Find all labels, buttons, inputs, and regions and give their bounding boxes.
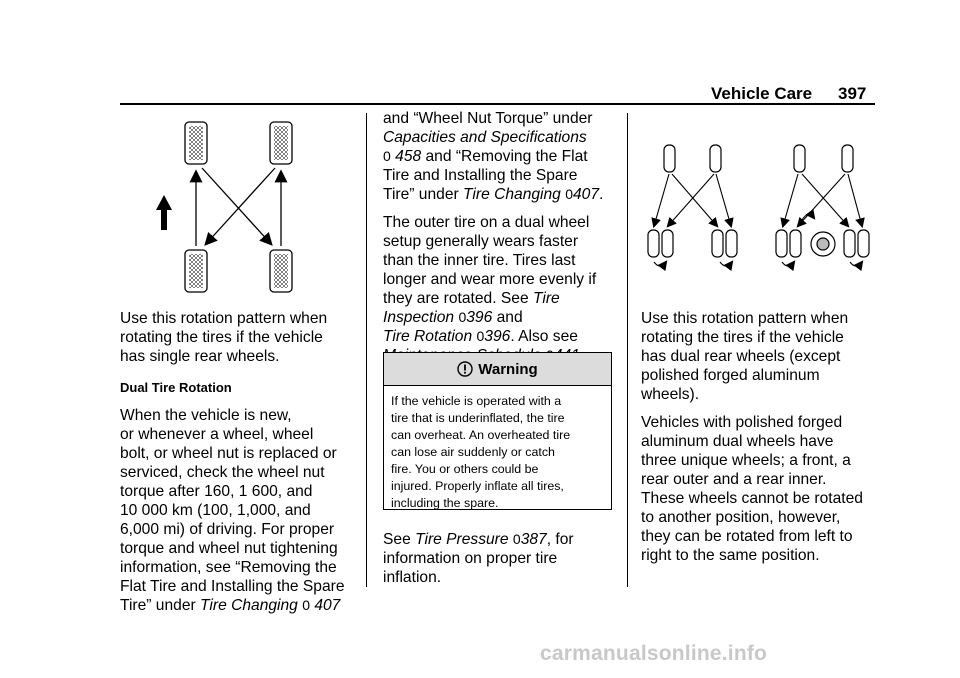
link-tire-pressure[interactable]: Tire Pressure bbox=[415, 531, 509, 548]
single-rotation-caption: Use this rotation pattern when rotating the tires if the vehicle has single rear wheels. bbox=[120, 310, 328, 365]
tire-pressure-paragraph: See Tire Pressure 0387, for information on proper tire inflation. bbox=[383, 531, 574, 586]
page-ref-407[interactable]: 407 bbox=[314, 597, 341, 614]
continued-paragraph: and “Wheel Nut Torque” under Capacities and Specifications 0 458 and “Removing the Flat Tire and Installing the Spare Tire” under Tire Changing 0407. bbox=[383, 110, 604, 203]
column-2 bbox=[383, 109, 618, 365]
tire-rear-left-icon bbox=[185, 250, 207, 292]
section-title: Vehicle Care bbox=[711, 84, 813, 103]
link-tire-changing[interactable]: Tire Changing bbox=[200, 597, 298, 614]
page-ref-icon: 0 bbox=[302, 597, 310, 613]
column-1 bbox=[120, 309, 360, 615]
forward-arrow-icon bbox=[156, 195, 172, 230]
polished-wheels-paragraph: Vehicles with polished forged aluminum dual wheels have three unique wheels; a front, a rear outer and a rear inner. These wheels cannot be rotated to another position, however, they can be rotated from left to right to the same position. bbox=[641, 414, 863, 564]
header-rule bbox=[120, 103, 875, 105]
dual-rotation-paragraph: When the vehicle is new, or whenever a wheel, wheel bolt, or wheel nut is replaced or serviced, check the wheel nut torque after 160, 1 600, and 10 000 km (100, 1,000, and 6,000 mi) of driving. For proper torque and wheel nut tightening information, see “Removing the Flat Tire and Installing the Spare Tire” under Tire Changing 0 407 bbox=[120, 407, 345, 614]
column-divider-2 bbox=[627, 113, 628, 587]
warning-header bbox=[384, 353, 611, 386]
link-tire-rotation[interactable]: Tire Rotation bbox=[383, 328, 473, 345]
page-ref-458[interactable]: 458 bbox=[395, 148, 422, 165]
column-3 bbox=[641, 309, 876, 565]
watermark: carmanualsonline.info bbox=[540, 642, 768, 665]
column-divider-1 bbox=[366, 113, 367, 587]
warning-icon bbox=[457, 361, 473, 377]
outer-tire-paragraph: The outer tire on a dual wheel setup generally wears faster than the inner tire. Tires last longer and wear more evenly if they are rotated. See Tire Inspection 0396 and Tire Rotation 0396. Also see bbox=[383, 213, 618, 365]
rotation-arrows bbox=[196, 168, 281, 246]
single-rear-rotation-diagram bbox=[150, 118, 330, 296]
dual-rotation-caption: Use this rotation pattern when rotating the tires if the vehicle has dual rear wheels (except polished forged aluminum wheels). bbox=[641, 310, 849, 403]
link-capacities-specifications[interactable]: Capacities and Specifications bbox=[383, 129, 587, 146]
tire-front-right-icon bbox=[270, 122, 292, 164]
link-tire-inspection[interactable]: Tire bbox=[532, 290, 560, 307]
warning-text: If the vehicle is operated with a tire that is underinflated, the tire can overheat. An overheated tire can lose air suddenly or catch fire. You or others could be injured. Properly inflate all tires, including the spare. bbox=[391, 394, 571, 510]
tire-front-left-icon bbox=[185, 122, 207, 164]
tire-rear-right-icon bbox=[270, 250, 292, 292]
dual-rear-rotation-diagram bbox=[640, 140, 875, 275]
subheading-dual-tire-rotation: Dual Tire Rotation bbox=[120, 380, 232, 395]
link-tire-changing-2[interactable]: Tire Changing bbox=[463, 186, 561, 203]
warning-box bbox=[383, 352, 612, 510]
page-number: 397 bbox=[838, 84, 867, 103]
warning-title: Warning bbox=[478, 360, 538, 378]
